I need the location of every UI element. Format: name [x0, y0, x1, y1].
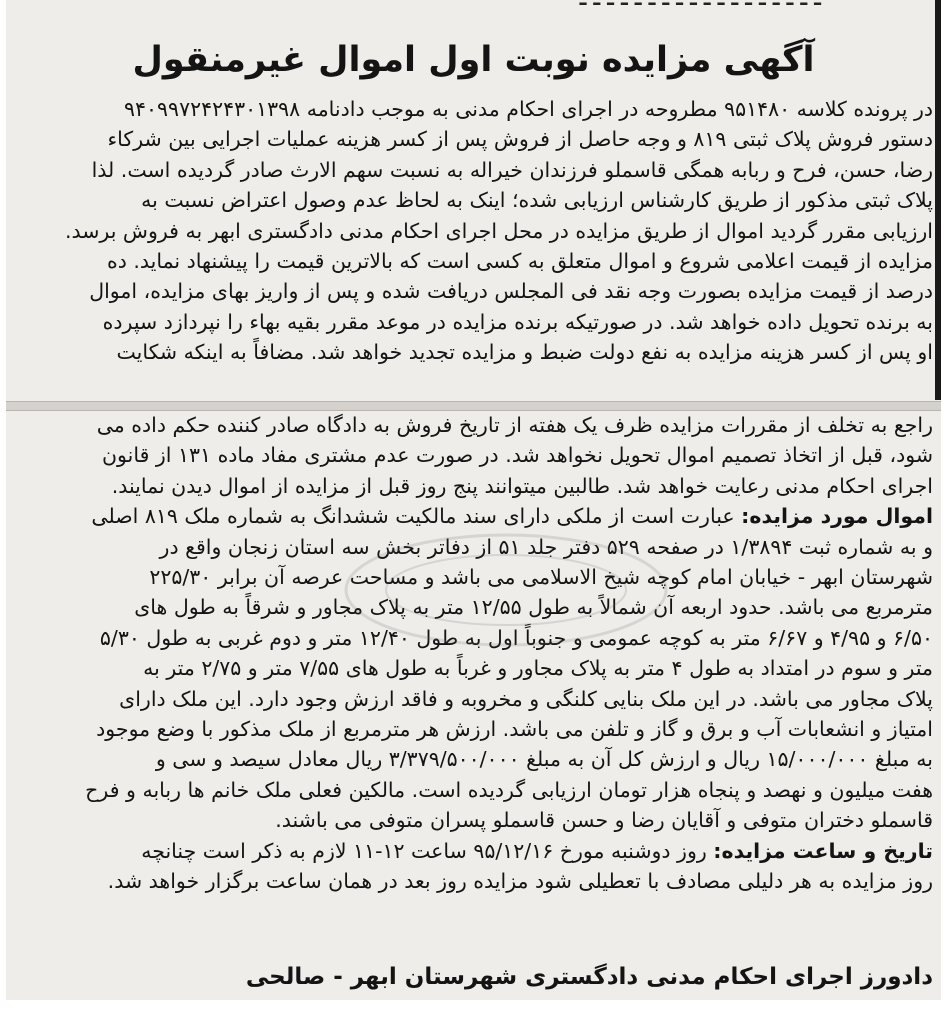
schedule-line: روز مزایده به هر دلیلی مصادف با تعطیلی شود مزایده روز بعد در همان ساعت برگزار خواهد شد. — [107, 869, 933, 894]
notice-title: آگهی مزایده نوبت اول اموال غیرمنقول — [132, 40, 815, 80]
body-line: ارزیابی مقرر گردید اموال از طریق مزایده در محل اجرای احکام مدنی دادگستری ابهر به فروش برسد. — [64, 218, 933, 243]
body-line: رضا، حسن، فرح و ربابه همگی قاسملو فرزندان خیراله به نسبت سهم الارث صادر گردیده است. لذا — [91, 157, 933, 182]
property-line: به مبلغ ۱۵/۰۰۰/۰۰۰ ریال و ارزش کل آن به مبلغ ۳/۳۷۹/۵۰۰/۰۰۰ ریال معادل سیصد و سی و — [155, 747, 933, 772]
schedule-heading: تاریخ و ساعت مزایده: — [713, 838, 933, 863]
body-line: پلاک ثبتی مذکور از طریق کارشناس ارزیابی شده؛ اینک به لحاظ عدم وصول اعتراض نسبت به — [141, 188, 933, 213]
body-line: شود، قبل از اتخاذ تصمیم اموال تحویل نخواهد شد. در صورت عدم مشتری مفاد ماده ۱۳۱ از قانون — [101, 443, 933, 468]
body-line: او پس از کسر هزینه مزایده به نفع دولت ضبط و مزایده تجدید خواهد شد. مضافاً به اینکه شکایت — [116, 340, 933, 365]
property-line: مترمربع می باشد. حدود اربعه آن شمالاً به طول ۱۲/۵۵ متر به پلاک مجاور و شرقاً به طول های — [134, 595, 933, 620]
body-line: در پرونده کلاسه ۹۵۱۴۸۰ مطروحه در اجرای احکام مدنی به موجب دادنامه ۹۴۰۹۹۷۲۴۲۴۳۰۱۳۹۸ — [124, 97, 933, 121]
notice-body-bottom — [14, 410, 933, 897]
schedule-first-line — [14, 836, 933, 866]
issuer-signature: دادورز اجرای احکام مدنی دادگستری شهرستان ابهر - صالحی — [245, 964, 933, 990]
property-line: قاسملو دختران متوفی و آقایان رضا و حسن قاسملو پسران متوفی می باشند. — [275, 808, 933, 833]
property-line: ۶/۵۰ و ۴/۹۵ و ۶/۶۷ متر به کوچه عمومی و جنوباً اول به طول ۱۲/۴۰ متر و دوم غربی به طول ۵/۳۰ — [99, 625, 933, 650]
body-line: به برنده تحویل داده خواهد شد. در صورتیکه برنده مزایده در موعد مقرر بقیه بهاء را نپردازد سپرده — [102, 309, 933, 334]
body-line: مزایده از قیمت اعلامی شروع و اموال متعلق به کسی است که بالاترین قیمت را پیشنهاد نماید. ده — [106, 249, 933, 274]
cut-off-top-line — [6, 0, 941, 20]
body-line: درصد از قیمت مزایده بصورت وجه نقد فی المجلس دریافت شده و پس از واریز بهای مزایده، اموال — [89, 279, 933, 304]
property-paragraph-first-line — [14, 501, 933, 531]
notice-body-top — [14, 94, 933, 368]
cut-off-text — [580, 0, 821, 10]
property-line: پلاک مجاور می باشد. در این ملک بنایی کلنگی و مخروبه و فاقد ارزش وجود دارد. این ملک دارای — [119, 686, 933, 711]
property-heading: اموال مورد مزایده: — [741, 504, 933, 529]
schedule-first-text: روز دوشنبه مورخ ۹۵/۱۲/۱۶ ساعت ۱۲-۱۱ لازم به ذکر است چنانچه — [141, 838, 707, 863]
body-line: اجرای احکام مدنی رعایت خواهد شد. طالبین میتوانند پنج روز قبل از مزایده از اموال دیدن نمایند. — [111, 473, 933, 498]
newspaper-clipping — [6, 0, 941, 1000]
property-line: و به شماره ثبت ۱/۳۸۹۴ در صفحه ۵۲۹ دفتر جلد ۵۱ از دفاتر بخش سه استان زنجان واقع در — [159, 534, 933, 559]
property-line: امتیاز و انشعابات آب و برق و گاز و تلفن می باشد. ارزش هر مترمربع از ملک مذکور با وضع موجود — [96, 717, 933, 742]
property-line: شهرستان ابهر - خیابان امام کوچه شیخ الاسلامی می باشد و مساحت عرصه آن برابر ۲۲۵/۳۰ — [149, 565, 933, 590]
body-line: دستور فروش پلاک ثبتی ۸۱۹ و وجه حاصل از فروش پس از کسر هزینه عملیات اجرایی بین شرکاء — [107, 127, 933, 152]
property-line: هفت میلیون و نهصد و پنجاه هزار تومان ارزیابی گردیده است. مالکین فعلی ملک خانم ها ربابه و فرح — [85, 777, 933, 802]
property-first-text: عبارت است از ملکی دارای سند مالکیت ششدانگ به شماره ملک ۸۱۹ اصلی — [91, 504, 735, 529]
property-line: متر و سوم در امتداد به طول ۴ متر به پلاک مجاور و غرباً به طول های ۷/۵۵ متر و ۲/۷۵ متر به — [143, 656, 933, 681]
body-line: راجع به تخلف از مقررات مزایده ظرف یک هفته از تاریخ فروش به دادگاه صادر کننده حکم داده می — [96, 413, 933, 437]
